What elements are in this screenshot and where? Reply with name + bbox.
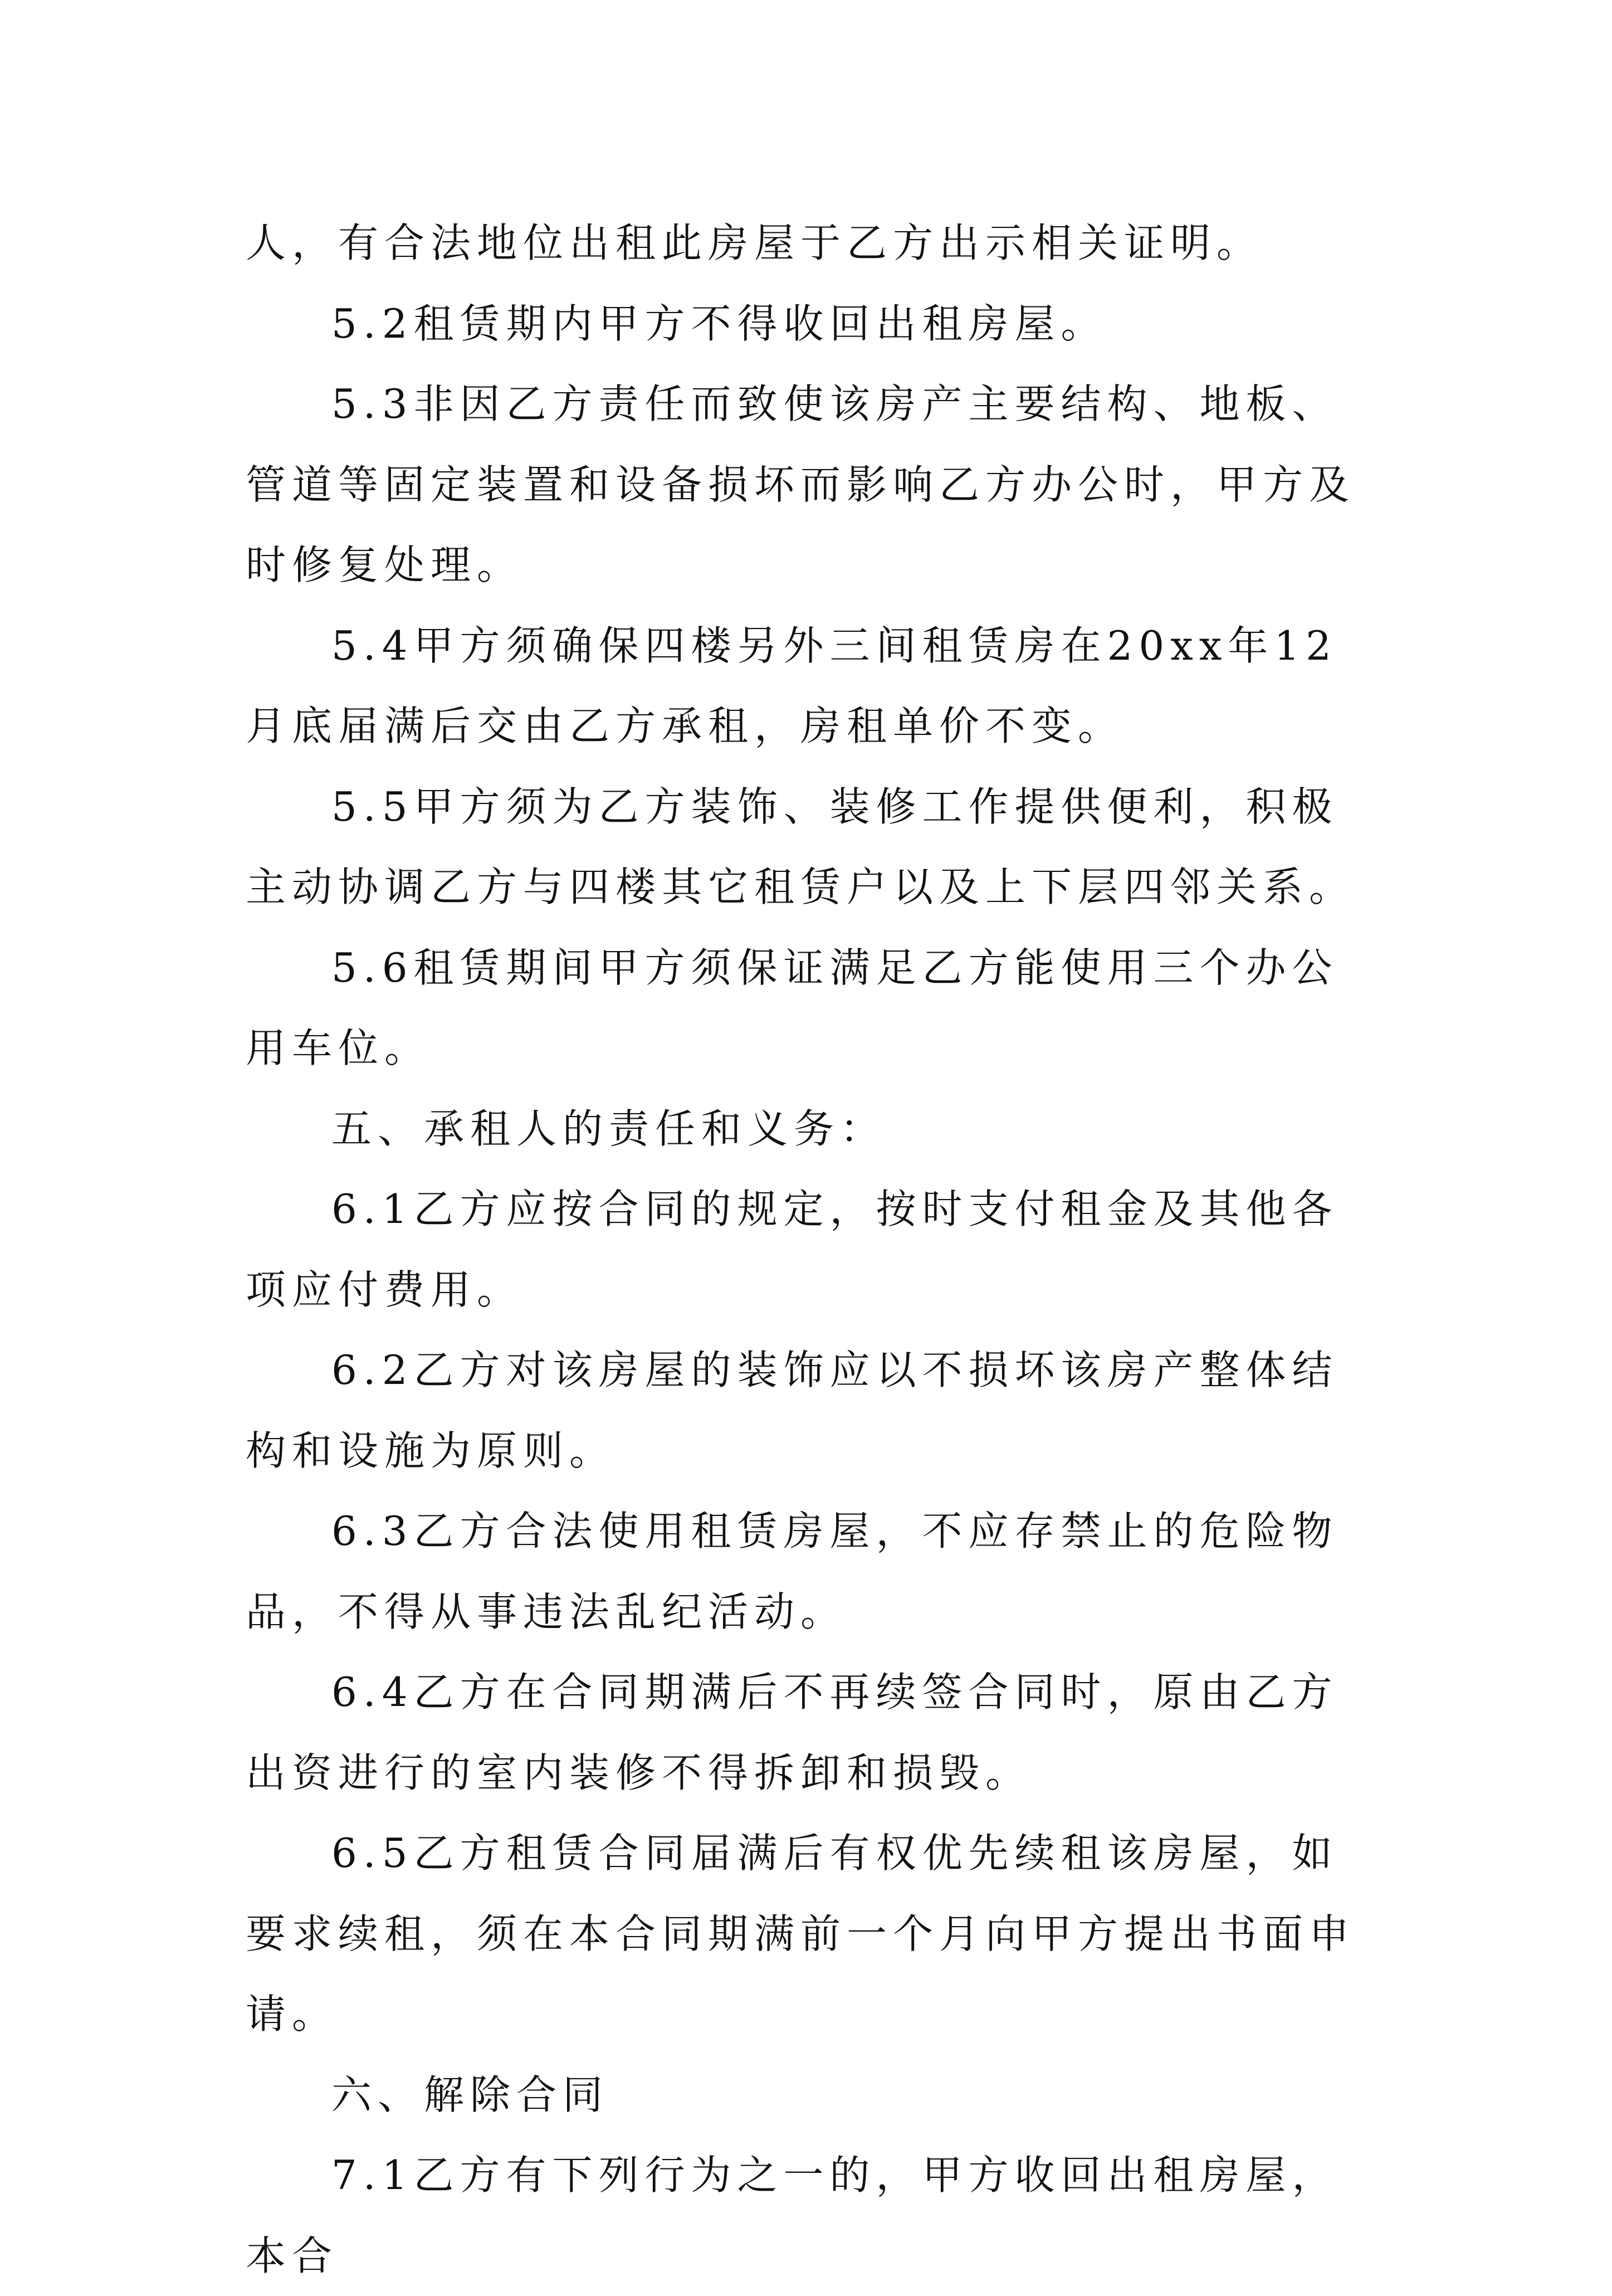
clause-5-4: 5.4甲方须确保四楼另外三间租赁房在20xx年12月底届满后交由乙方承租，房租单价不变。: [246, 622, 1337, 749]
clause-6-5: 6.5乙方租赁合同届满后有权优先续租该房屋，如要求续租，须在本合同期满前一个月向甲方提出书面申请。: [246, 1830, 1356, 2037]
clause-6-2: 6.2乙方对该房屋的装饰应以不损坏该房产整体结构和设施为原则。: [246, 1347, 1339, 1474]
contract-body: [246, 203, 1376, 2296]
clause-5-3: 5.3非因乙方责任而致使该房产主要结构、地板、管道等固定装置和设备损坏而影响乙方办公时，甲方及时修复处理。: [246, 381, 1356, 588]
paragraph-continuation: 人，有合法地位出租此房屋于乙方出示相关证明。: [246, 220, 1263, 266]
clause-6-1: 6.1乙方应按合同的规定，按时支付租金及其他各项应付费用。: [246, 1186, 1339, 1313]
clause-6-4: 6.4乙方在合同期满后不再续签合同时，原由乙方出资进行的室内装修不得拆卸和损毁。: [246, 1669, 1339, 1796]
section-heading-tenant-duties: 五、承租人的责任和义务：: [331, 1105, 887, 1152]
clause-6-3: 6.3乙方合法使用租赁房屋，不应存禁止的危险物品，不得从事违法乱纪活动。: [246, 1508, 1339, 1635]
clause-5-2: 5.2租赁期内甲方不得收回出租房屋。: [331, 300, 1107, 347]
clause-7-1: 7.1乙方有下列行为之一的，甲方收回出租房屋，本合: [246, 2152, 1339, 2279]
clause-5-6: 5.6租赁期间甲方须保证满足乙方能使用三个办公用车位。: [246, 944, 1339, 1071]
clause-5-5: 5.5甲方须为乙方装饰、装修工作提供便利，积极主动协调乙方与四楼其它租赁户以及上下层四邻关系。: [246, 783, 1356, 910]
section-heading-termination: 六、解除合同: [331, 2071, 609, 2118]
